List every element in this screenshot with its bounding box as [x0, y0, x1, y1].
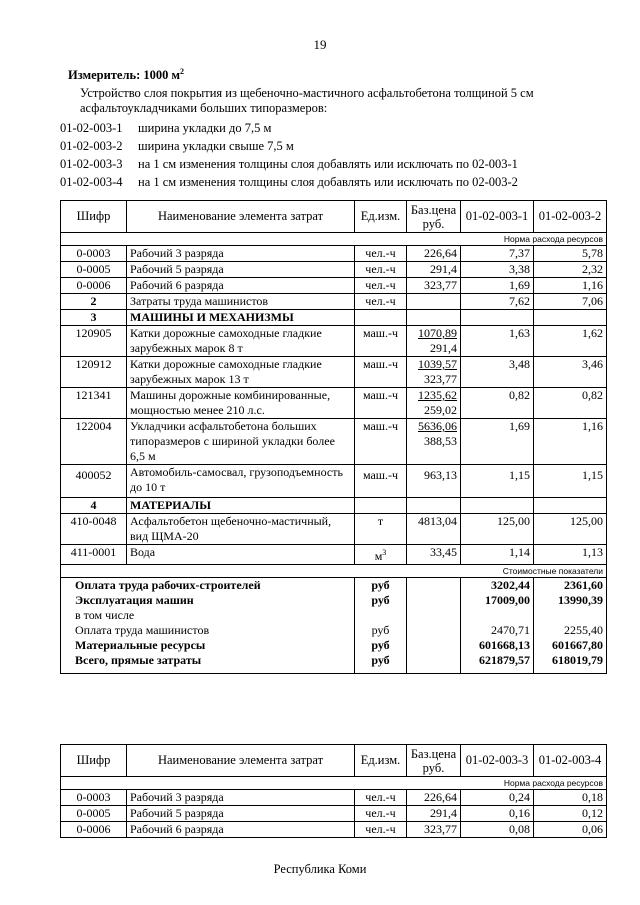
norm-label-row: [61, 233, 607, 246]
code-line: 01-02-003-3 на 1 см изменения толщины слоя добавлять или исключать по 02-003-1: [60, 157, 518, 171]
cost-row: Всего, прямые затраты руб 621879,57 618019,79: [61, 653, 607, 673]
code-line: 01-02-003-1 ширина укладки до 7,5 м: [60, 121, 272, 135]
cost-row: Оплата труда машинистов руб 2470,71 2255,40: [61, 623, 607, 638]
col-header-name: Наименование элемента затрат: [127, 745, 355, 777]
table-row: 0-0005 Рабочий 5 разряда чел.-ч 291,4 3,38 2,32: [61, 262, 607, 278]
resource-table-2: [60, 744, 607, 838]
norm-label: Норма расхода ресурсов: [61, 777, 607, 790]
col-header-price: Баз.цена руб.: [407, 745, 461, 777]
col-header-norm-1: 01-02-003-3: [461, 745, 534, 777]
table-row: 0-0005 Рабочий 5 разряда чел.-ч 291,4 0,16 0,12: [61, 806, 607, 822]
cost-label-row: [61, 565, 607, 578]
norm-label: Норма расхода ресурсов: [61, 233, 607, 246]
section-row: 3 МАШИНЫ И МЕХАНИЗМЫ: [61, 310, 607, 326]
table-row: 0-0006 Рабочий 6 разряда чел.-ч 323,77 0,08 0,06: [61, 822, 607, 838]
table-row: 0-0006 Рабочий 6 разряда чел.-ч 323,77 1,69 1,16: [61, 278, 607, 294]
table-header-row: [61, 745, 607, 777]
table-row: 120912 Катки дорожные самоходные гладкие зарубежных марок 13 т маш.-ч 1039,57 323,77 3,48 3,46: [61, 357, 607, 388]
work-description: Устройство слоя покрытия из щебеночно-мастичного асфальтобетона толщиной 5 см асфальтоукладчиками больших типоразмеров:: [80, 86, 534, 115]
table-row: 120905 Катки дорожные самоходные гладкие зарубежных марок 8 т маш.-ч 1070,89 291,4 1,63 1,62: [61, 326, 607, 357]
page-number: 19: [313, 37, 327, 52]
code-line: 01-02-003-4 на 1 см изменения толщины слоя добавлять или исключать по 02-003-2: [60, 175, 518, 189]
cost-row: Оплата труда рабочих-строителей руб 3202,44 2361,60: [61, 578, 607, 594]
cost-row: Материальные ресурсы руб 601668,13 601667,80: [61, 638, 607, 653]
table-row: 121341 Машины дорожные комбинированные, мощностью менее 210 л.с. маш.-ч 1235,62 259,02 0,82 0,82: [61, 388, 607, 419]
resource-table-1: [60, 200, 607, 674]
col-header-unit: Ед.изм.: [355, 745, 407, 777]
code-line: 01-02-003-2 ширина укладки свыше 7,5 м: [60, 139, 294, 153]
cost-row: Эксплуатация машин руб 17009,00 13990,39: [61, 593, 607, 608]
col-header-norm-2: 01-02-003-2: [534, 201, 607, 233]
footer-region: Республика Коми: [273, 862, 367, 876]
col-header-norm-2: 01-02-003-4: [534, 745, 607, 777]
table-row: 410-0048 Асфальтобетон щебеночно-мастичный, вид ЩМА-20 т 4813,04 125,00 125,00: [61, 514, 607, 545]
table-row: 2 Затраты труда машинистов чел.-ч 7,62 7,06: [61, 294, 607, 310]
col-header-code: Шифр: [61, 201, 127, 233]
table-row: 0-0003 Рабочий 3 разряда чел.-ч 226,64 0,24 0,18: [61, 790, 607, 806]
table-row: 122004 Укладчики асфальтобетона больших типоразмеров с шириной укладки более 6,5 м маш.-ч 5636,06 388,53 1,69 1,16: [61, 419, 607, 465]
table-header-row: [61, 201, 607, 233]
col-header-code: Шифр: [61, 745, 127, 777]
col-header-price: Баз.цена руб.: [407, 201, 461, 233]
measurer-heading: Измеритель: 1000 $м^2$: [68, 67, 185, 83]
col-header-unit: Ед.изм.: [355, 201, 407, 233]
table-row: 400052 Автомобиль-самосвал, грузоподъемность до 10 т маш.-ч 963,13 1,15 1,15: [61, 465, 607, 498]
col-header-norm-1: 01-02-003-1: [461, 201, 534, 233]
col-header-name: Наименование элемента затрат: [127, 201, 355, 233]
table-row: 411-0001 Вода $м^3$ 33,45 1,14 1,13: [61, 545, 607, 565]
table-row: 0-0003 Рабочий 3 разряда чел.-ч 226,64 7,37 5,78: [61, 246, 607, 262]
norm-label-row: [61, 777, 607, 790]
section-row: 4 МАТЕРИАЛЫ: [61, 498, 607, 514]
cost-label: Стоимостные показатели: [61, 565, 607, 578]
cost-row: в том числе: [61, 608, 607, 623]
